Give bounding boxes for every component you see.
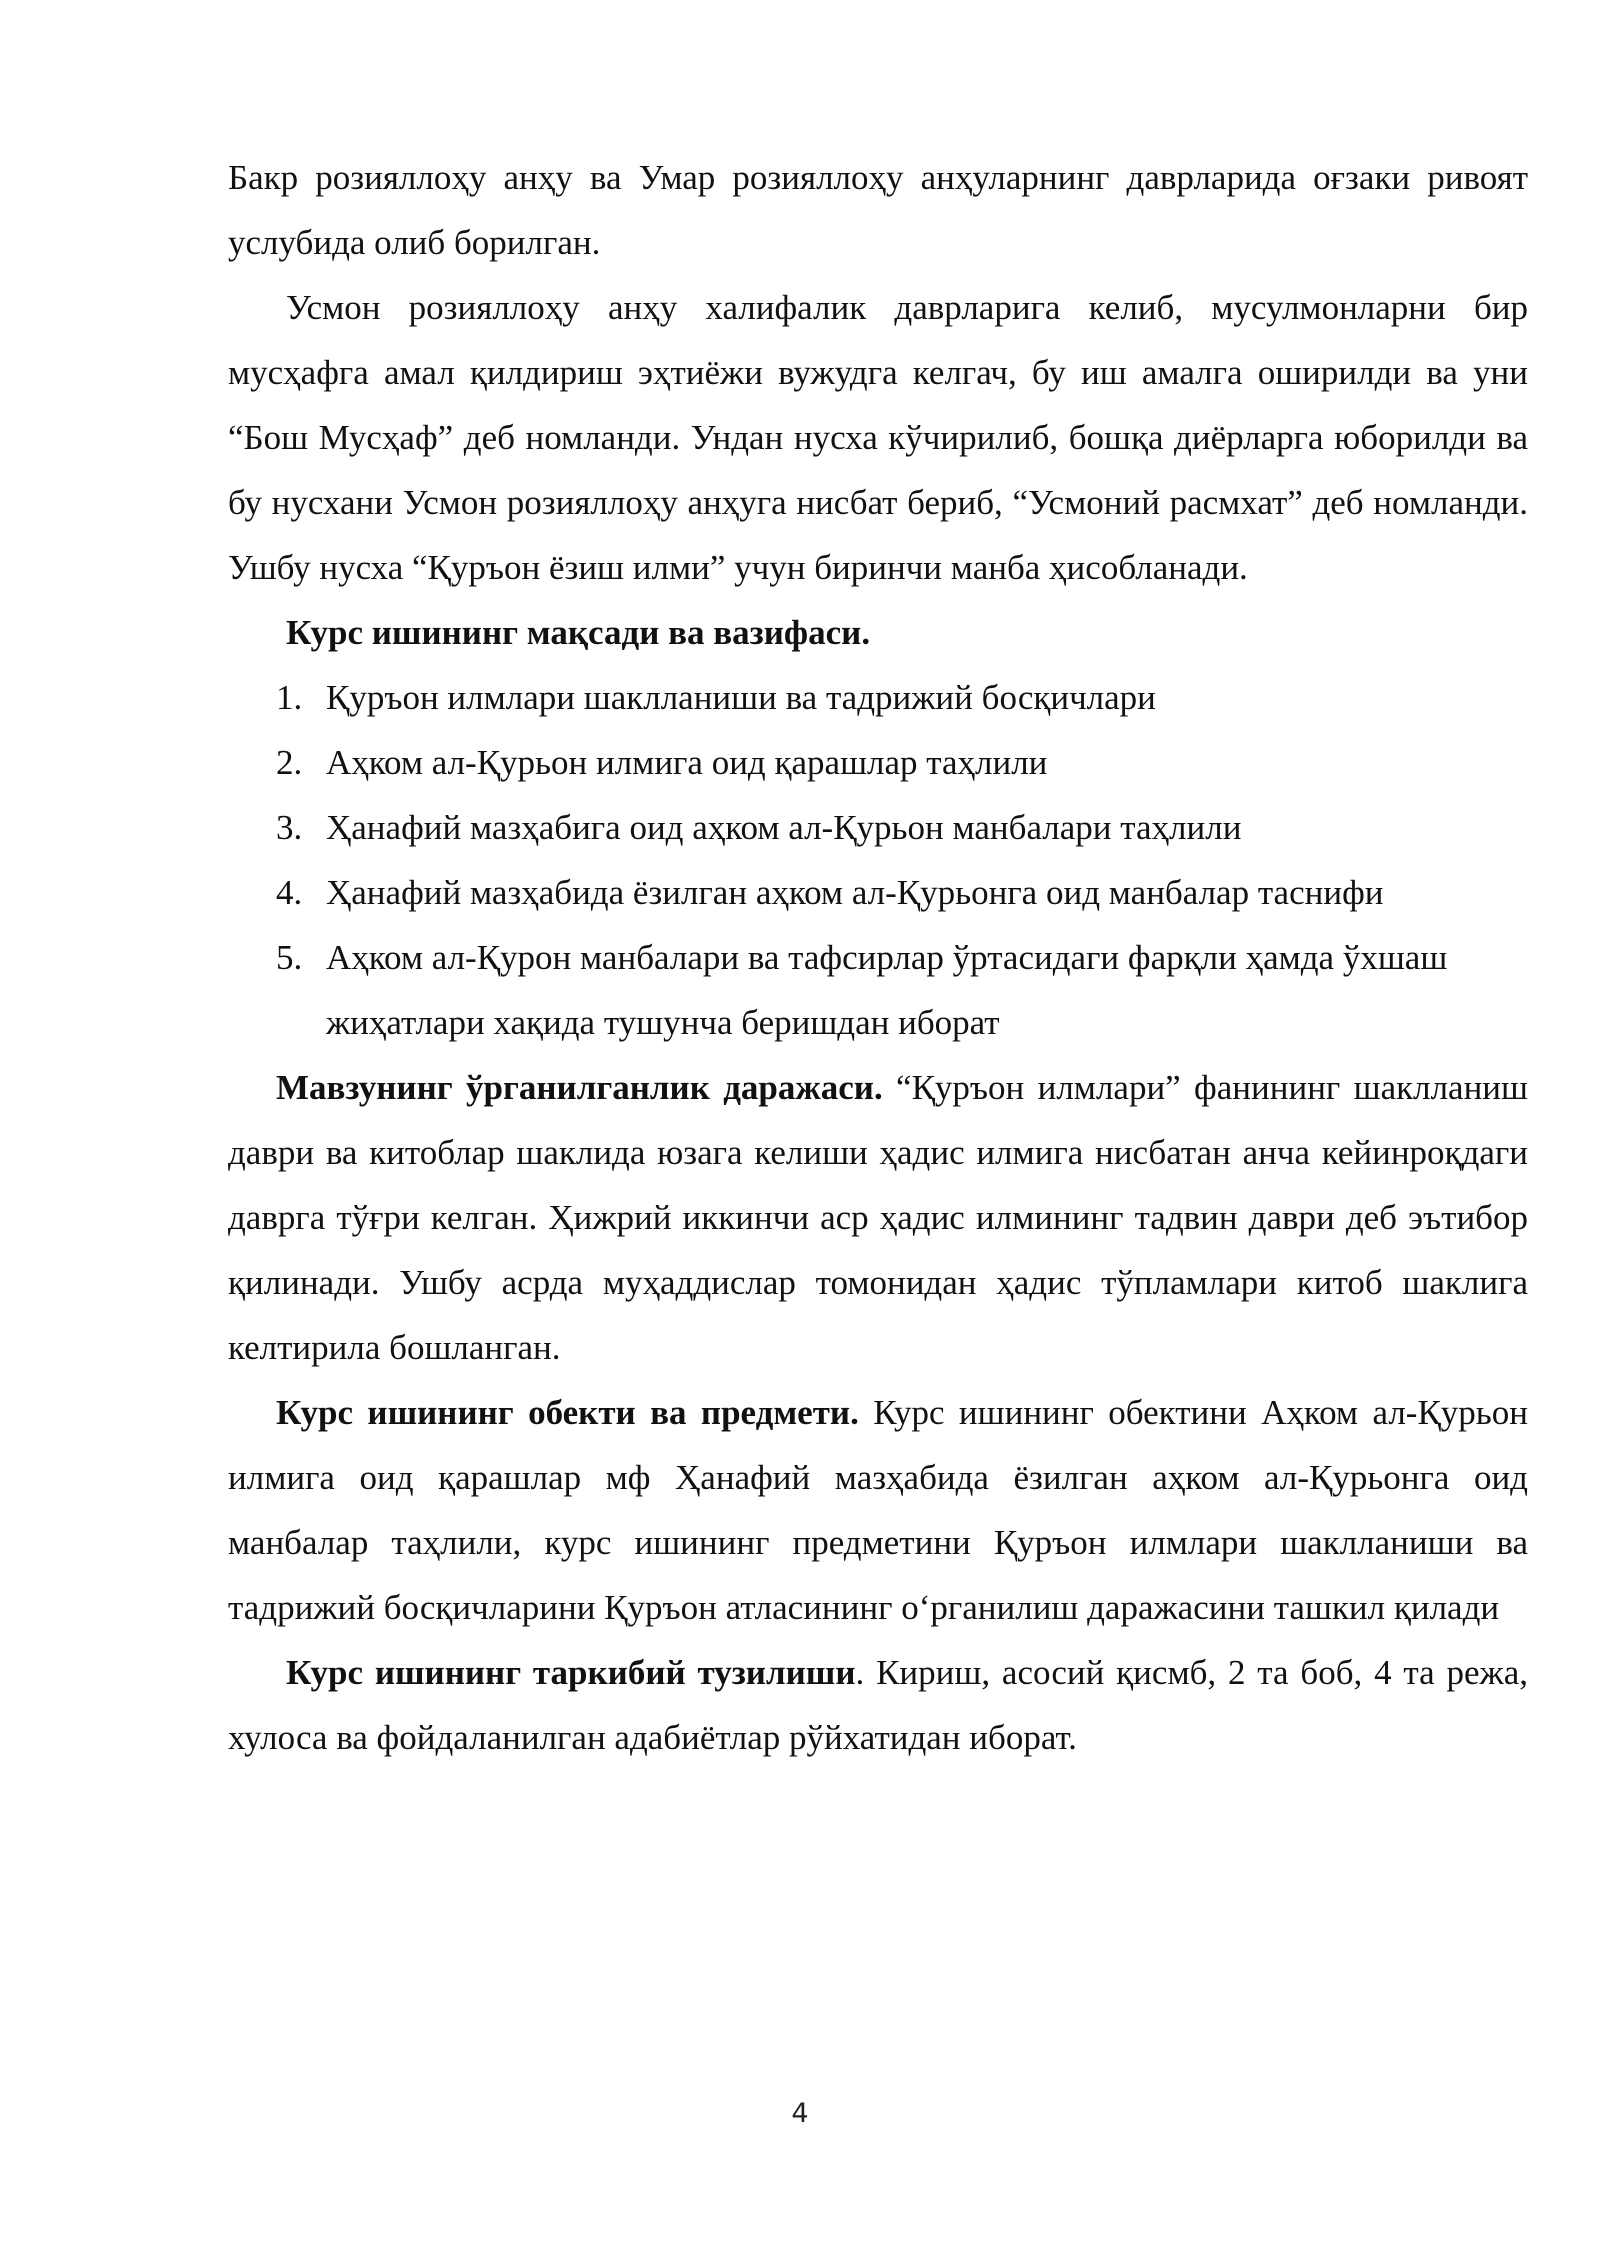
structure-text: . Кириш, асосий қисмб, 2 та боб, 4 та режа, хулоса ва фойдаланилган адабиётлар рўйхатидан иборат.	[228, 1653, 1528, 1757]
paragraph-uthman-mushaf: Усмон розияллоҳу анҳу халифалик даврларига келиб, мусулмонларни бир мусҳафга амал қилдириш эҳтиёжи вужудга келгач, бу иш амалга оширилди ва уни “Бош Мусҳаф” деб номланди. Ундан нусха кўчирилиб, бошқа диёрларга юборилди ва бу нусхани Усмон розияллоҳу анҳуга нисбат бериб, “Усмоний расмхат” деб номланди. Ушбу нусха “Қуръон ёзиш илми” учун биринчи манба ҳисобланади.	[228, 288, 1528, 587]
list-item-text: Аҳком ал-Қурон манбалари ва тафсирлар ўртасидаги фарқли ҳамда ўхшаш жиҳатлари хақида тушунча беришдан иборат	[326, 938, 1448, 1042]
paragraph-structure	[228, 1640, 1528, 1770]
list-item-text: Қуръон илмлари шаклланиши ва тадрижий босқичлари	[326, 678, 1156, 717]
study-heading: Мавзунинг ўрганилганлик даражаси.	[276, 1068, 883, 1107]
list-item	[228, 730, 1528, 795]
structure-heading: Курс ишининг таркибий тузилиши	[286, 1653, 856, 1692]
paragraph-oral-tradition: Бакр розияллоҳу анҳу ва Умар розияллоҳу анҳуларнинг даврларида оғзаки ривоят услубида олиб борилган.	[228, 158, 1528, 262]
list-item-number: 2.	[276, 743, 303, 782]
list-item-text: Аҳком ал-Қурьон илмига оид қарашлар таҳлили	[326, 743, 1048, 782]
list-item-number: 3.	[276, 808, 303, 847]
list-item	[228, 795, 1528, 860]
paragraph-object-subject	[228, 1380, 1528, 1640]
list-item	[228, 925, 1528, 1055]
list-item-number: 1.	[276, 678, 303, 717]
list-item-number: 5.	[276, 938, 303, 977]
list-item-text: Ҳанафий мазҳабига оид аҳком ал-Қурьон манбалари таҳлили	[326, 808, 1242, 847]
list-item-number: 4.	[276, 873, 303, 912]
list-item-text: Ҳанафий мазҳабида ёзилган аҳком ал-Қурьонга оид манбалар таснифи	[326, 873, 1384, 912]
list-item	[228, 665, 1528, 730]
object-heading: Курс ишининг обекти ва предмети.	[276, 1393, 859, 1432]
page-number: 4	[791, 2098, 809, 2129]
goals-list	[228, 665, 1528, 1055]
object-text: Курс ишининг обектини Аҳком ал-Қурьон илмига оид қарашлар мф Ҳанафий мазҳабида ёзилган аҳком ал-Қурьонга оид манбалар таҳлили, курс ишининг предметини Қуръон илмлари шаклланиши ва тадрижий босқичларини Қуръон атласининг оʻрганилиш даражасини ташкил қилади	[228, 1393, 1528, 1627]
study-text: “Қуръон илмлари” фанининг шаклланиш даври ва китоблар шаклида юзага келиши ҳадис илмига нисбатан анча кейинроқдаги даврга тўғри келган. Ҳижрий иккинчи аср ҳадис илмининг тадвин даври деб эътибор қилинади. Ушбу асрда муҳаддислар томонидан ҳадис тўпламлари китоб шаклига келтирила бошланган.	[228, 1068, 1528, 1367]
list-item	[228, 860, 1528, 925]
goals-heading: Курс ишининг мақсади ва вазифаси.	[286, 613, 871, 652]
paragraph-study-level	[228, 1055, 1528, 1380]
document-body	[228, 145, 1528, 1770]
